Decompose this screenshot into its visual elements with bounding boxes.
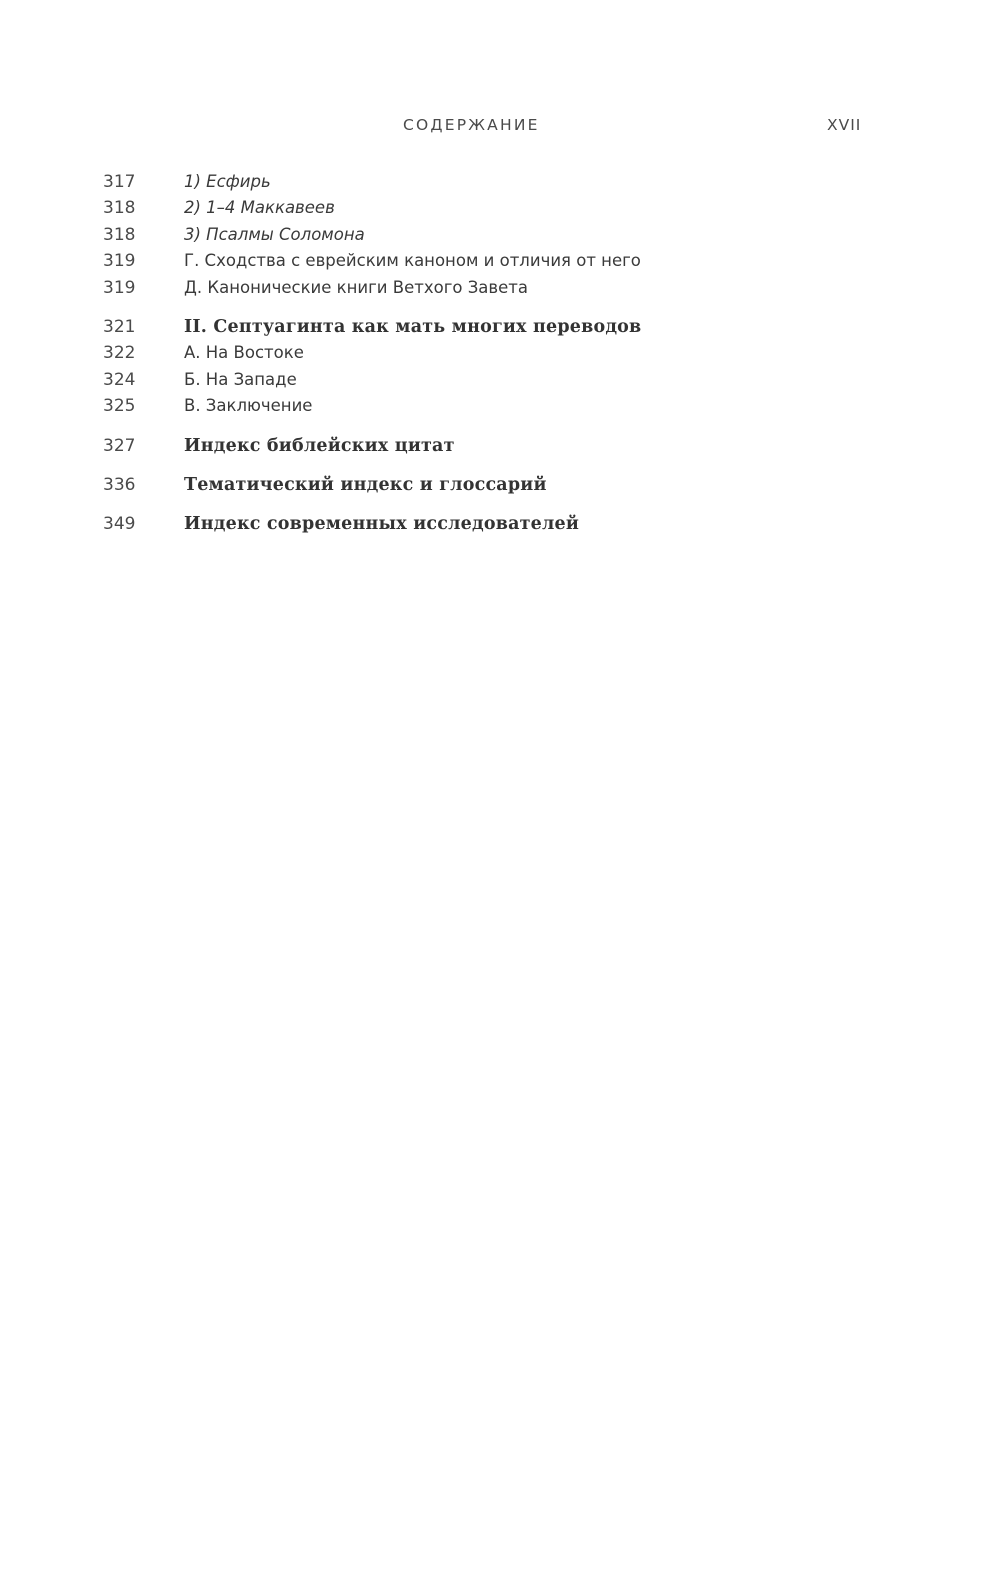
- toc-section-title: II. Септуагинта как мать многих переводов: [184, 316, 642, 337]
- toc-section-septuagint: [103, 314, 863, 340]
- toc-page-number: 319: [103, 251, 136, 272]
- toc-section-author-index: [103, 511, 863, 537]
- toc-section-title: Индекс библейских цитат: [184, 435, 455, 456]
- page-number: XVII: [827, 116, 862, 134]
- toc-entry-west: [103, 367, 863, 393]
- toc-entry-title: Д. Канонические книги Ветхого Завета: [184, 277, 529, 297]
- toc-entry-title: А. На Востоке: [184, 343, 304, 363]
- toc-entry-title: Б. На Западе: [184, 369, 297, 389]
- toc-entry-title: 2) 1–4 Маккавеев: [184, 198, 335, 218]
- toc-page-number: 324: [103, 369, 136, 390]
- toc-section-scripture-index: [103, 433, 863, 459]
- table-of-contents: [103, 169, 863, 538]
- toc-page-number: 317: [103, 172, 136, 192]
- toc-page-number: 318: [103, 224, 136, 245]
- toc-section-title: Тематический индекс и глоссарий: [184, 474, 547, 495]
- toc-entry-title: 1) Есфирь: [184, 172, 271, 191]
- toc-section-subject-index: [103, 472, 863, 498]
- toc-entry-similarities: [103, 248, 863, 274]
- toc-entry-canonical-books: [103, 275, 863, 301]
- toc-page-number: 322: [103, 343, 136, 364]
- toc-page-number: 349: [103, 514, 136, 535]
- running-title: СОДЕРЖАНИЕ: [403, 116, 540, 134]
- toc-entry-esther: [103, 169, 863, 195]
- toc-page-number: 318: [103, 198, 136, 219]
- toc-entry-title: В. Заключение: [184, 396, 313, 416]
- toc-page-number: 325: [103, 396, 136, 417]
- toc-entry-east: [103, 340, 863, 366]
- toc-entry-conclusion: [103, 393, 863, 419]
- toc-entry-title: Г. Сходства с еврейским каноном и отличия от него: [184, 251, 641, 271]
- toc-page-number: 327: [103, 435, 136, 456]
- toc-entry-title: 3) Псалмы Соломона: [184, 224, 365, 244]
- toc-page-number: 319: [103, 277, 136, 298]
- toc-page-number: 321: [103, 316, 136, 337]
- toc-page-number: 336: [103, 474, 136, 495]
- toc-section-title: Индекс современных исследователей: [184, 514, 580, 535]
- toc-entry-maccabees: [103, 195, 863, 221]
- toc-entry-psalms-of-solomon: [103, 222, 863, 248]
